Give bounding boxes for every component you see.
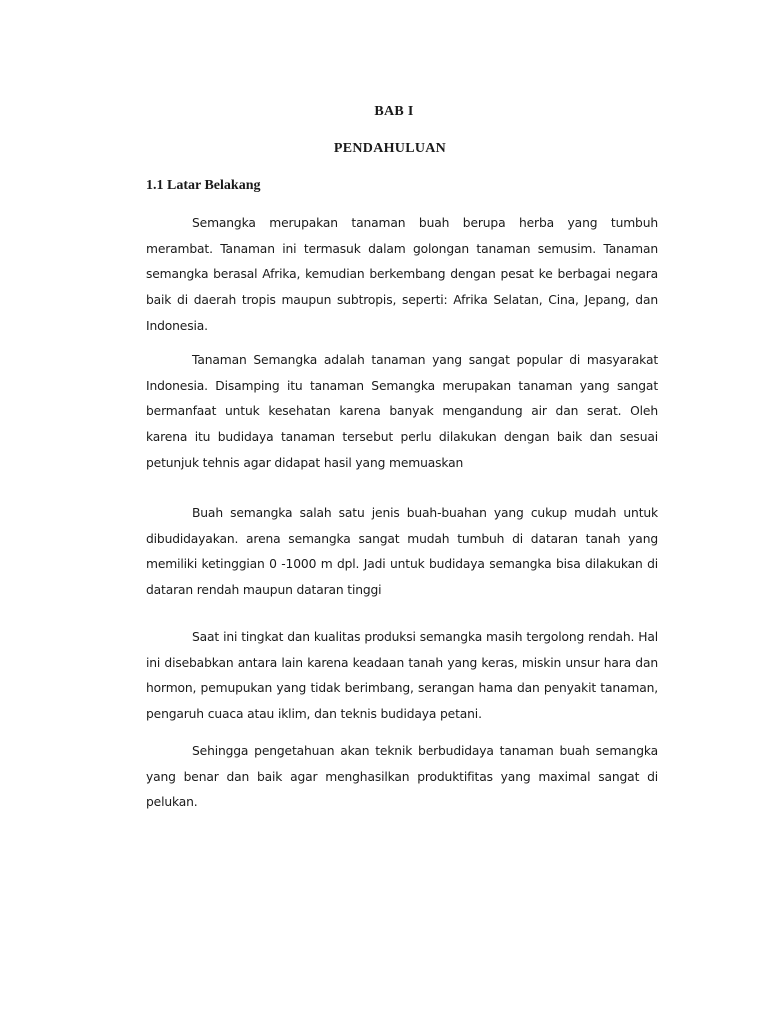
paragraph-1: Semangka merupakan tanaman buah berupa herba yang tumbuh merambat. Tanaman ini termasuk dalam golongan tanaman semusim. Tanaman semangka berasal Afrika, kemudian berkembang dengan pesat ke berbagai negara baik di daerah tropis maupun subtropis, seperti: Afrika Selatan, Cina, Jepang, dan Indonesia. <box>146 216 658 333</box>
paragraph-5: Sehingga pengetahuan akan teknik berbudidaya tanaman buah semangka yang benar dan baik agar menghasilkan produktifitas yang maximal sangat di pelukan. <box>146 744 658 810</box>
chapter-title: PENDAHULUAN <box>333 141 447 156</box>
chapter-number: BAB I <box>374 104 414 119</box>
paragraph-4: Saat ini tingkat dan kualitas produksi semangka masih tergolong rendah. Hal ini disebabkan antara lain karena keadaan tanah yang keras, miskin unsur hara dan hormon, pemupukan yang tidak berimbang, serangan hama dan penyakit tanaman, pengaruh cuaca atau iklim, dan teknis budidaya petani. <box>146 630 658 722</box>
section-heading: 1.1 Latar Belakang <box>146 178 261 193</box>
paragraph-3: Buah semangka salah satu jenis buah-buahan yang cukup mudah untuk dibudidayakan. arena semangka sangat mudah tumbuh di dataran tanah yang memiliki ketinggian 0 -1000 m dpl. Jadi untuk budidaya semangka bisa dilakukan di dataran rendah maupun dataran tinggi <box>146 506 658 598</box>
paragraph-2: Tanaman Semangka adalah tanaman yang sangat popular di masyarakat Indonesia. Disamping itu tanaman Semangka merupakan tanaman yang sangat bermanfaat untuk kesehatan karena banyak mengandung air dan serat. Oleh karena itu budidaya tanaman tersebut perlu dilakukan dengan baik dan sesuai petunjuk tehnis agar didapat hasil yang memuaskan <box>146 353 658 470</box>
